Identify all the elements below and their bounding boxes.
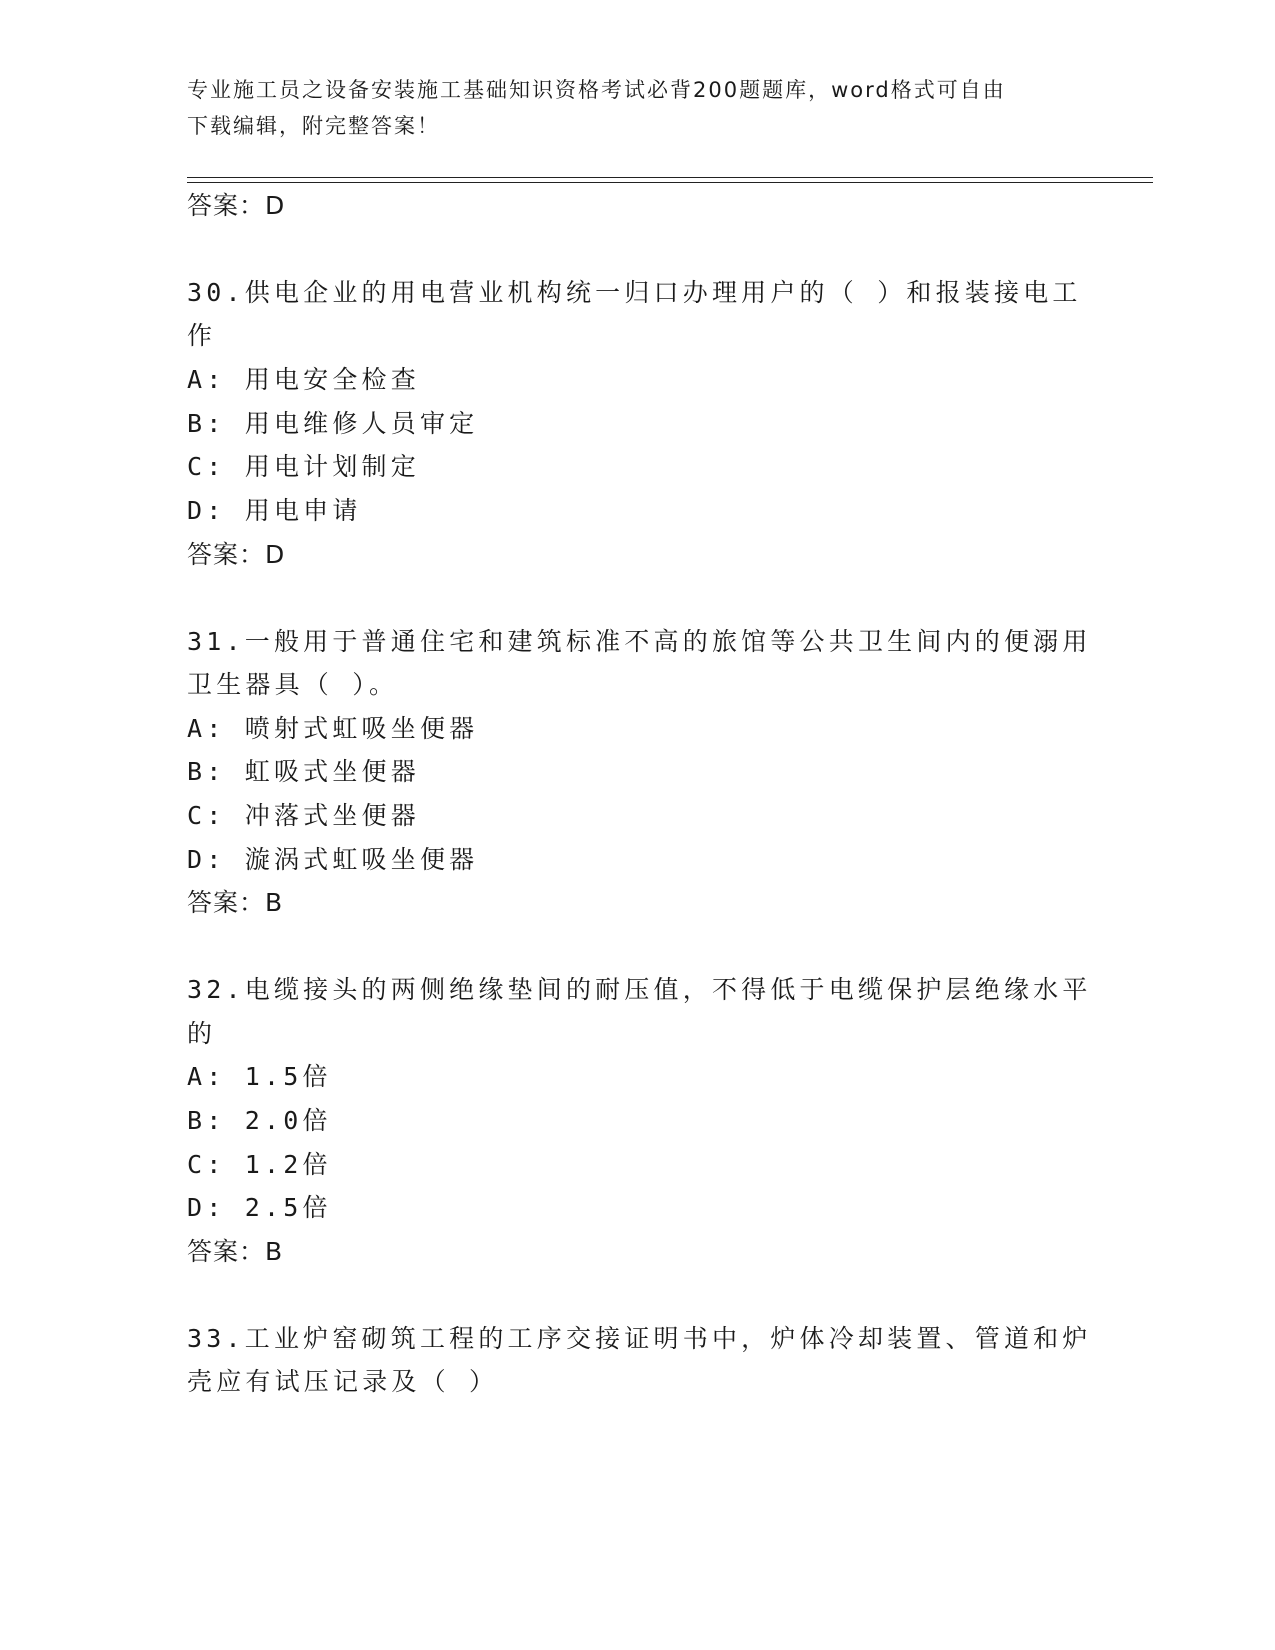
question-31-text-line-2: 卫生器具（ ）。 — [187, 670, 399, 699]
question-31-option-d: D: 漩涡式虹吸坐便器 — [187, 845, 479, 874]
answer-line: 答案：D — [187, 191, 286, 220]
question-31-option-c: C: 冲落式坐便器 — [187, 801, 420, 830]
question-32-text-line-1: 32.电缆接头的两侧绝缘垫间的耐压值，不得低于电缆保护层绝缘水平 — [187, 975, 1092, 1004]
question-31-text-line-1: 31.一般用于普通住宅和建筑标准不高的旅馆等公共卫生间内的便溺用 — [187, 627, 1092, 656]
question-32-option-a: A: 1.5倍 — [187, 1062, 332, 1091]
question-30-option-b: B: 用电维修人员审定 — [187, 409, 479, 438]
question-30-option-a: A: 用电安全检查 — [187, 365, 420, 394]
question-30-text-line-2: 作 — [187, 321, 217, 350]
question-32-text-line-2: 的 — [187, 1019, 217, 1048]
question-30-text-line-1: 30.供电企业的用电营业机构统一归口办理用户的（ ）和报装接电工 — [187, 278, 1082, 307]
question-32-option-d: D: 2.5倍 — [187, 1193, 332, 1222]
header-divider-top — [187, 177, 1153, 178]
question-31-option-b: B: 虹吸式坐便器 — [187, 757, 420, 786]
question-33-text-line-1: 33.工业炉窑砌筑工程的工序交接证明书中，炉体冷却装置、管道和炉 — [187, 1324, 1092, 1353]
question-32-option-c: C: 1.2倍 — [187, 1150, 332, 1179]
question-30-option-d: D: 用电申请 — [187, 496, 362, 525]
header-line-1: 专业施工员之设备安装施工基础知识资格考试必背200题题库，word格式可自由 — [187, 78, 1006, 102]
question-31-answer: 答案：B — [187, 888, 284, 917]
header-line-2: 下载编辑，附完整答案！ — [187, 114, 440, 138]
question-32-option-b: B: 2.0倍 — [187, 1106, 332, 1135]
question-30-answer: 答案：D — [187, 540, 286, 569]
question-33-text-line-2: 壳应有试压记录及（ ） — [187, 1367, 499, 1396]
question-32-answer: 答案：B — [187, 1237, 284, 1266]
header-divider-bottom — [187, 182, 1153, 183]
document-header — [187, 72, 1067, 144]
question-31-option-a: A: 喷射式虹吸坐便器 — [187, 714, 479, 743]
question-30-option-c: C: 用电计划制定 — [187, 452, 420, 481]
